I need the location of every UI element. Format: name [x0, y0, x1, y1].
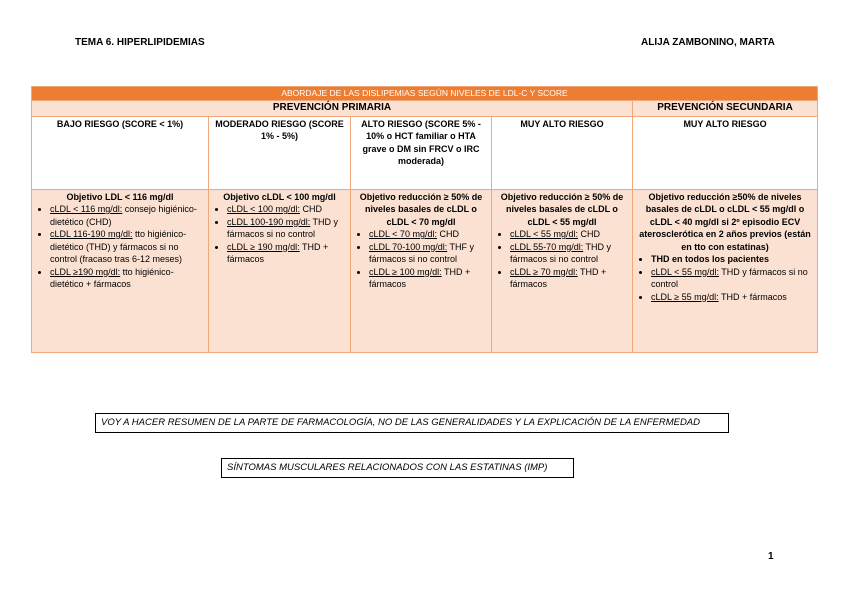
- recommendation-list: [354, 228, 488, 291]
- recommendation-list: [636, 253, 814, 303]
- list-item: [50, 228, 205, 266]
- treatment-text: CHD: [436, 229, 459, 239]
- document-header-author: [641, 37, 775, 48]
- ldl-range: cLDL 70-100 mg/dl:: [369, 241, 448, 252]
- note-summary-box: VOY A HACER RESUMEN DE LA PARTE DE FARMACOLOGÍA, NO DE LAS GENERALIDADES Y LA EXPLICACIÓN DE LA ENFERMEDAD: [95, 413, 729, 433]
- risk-high: ALTO RIESGO (SCORE 5% - 10% o HCT familiar o HTA grave o DM sin FRCV o IRC moderada): [351, 116, 492, 189]
- objective-text: Objetivo reducción ≥ 50% de niveles basales de cLDL o cLDL < 55 mg/dl: [500, 191, 624, 227]
- recommendation-cell: [492, 189, 633, 352]
- list-item: [369, 266, 488, 291]
- treatment-text: THD + fármacos: [227, 241, 329, 264]
- treatment-text: THD y fármacos si no control: [510, 241, 612, 264]
- recommendation-cell: [209, 189, 351, 352]
- objective-text: Objetivo reducción ≥ 50% de niveles basales de cLDL o cLDL < 70 mg/dl: [359, 191, 483, 227]
- recommendation-cell: [351, 189, 492, 352]
- recommendation-cell: [633, 189, 818, 352]
- ldl-range: cLDL < 70 mg/dl:: [369, 229, 437, 239]
- ldl-range: cLDL 55-70 mg/dl:: [510, 241, 584, 252]
- risk-low: BAJO RIESGO (SCORE < 1%): [32, 116, 209, 189]
- treatment-text: THD y fármacos si no control: [651, 266, 808, 289]
- list-item: [227, 203, 347, 216]
- recommendation-list: [212, 203, 347, 266]
- ldl-range: cLDL ≥ 190 mg/dl:: [227, 241, 300, 252]
- list-item: [369, 228, 488, 241]
- treatment-text: CHD: [299, 204, 322, 214]
- treatment-text: THD + fármacos: [369, 266, 471, 289]
- table-title-row: [32, 87, 818, 101]
- ldl-range: cLDL 116-190 mg/dl:: [50, 229, 133, 239]
- dyslipidemia-table: [31, 86, 818, 353]
- list-item: [651, 253, 814, 266]
- treatment-text: consejo higiénico-dietético (CHD): [50, 204, 197, 227]
- treatment-text: THD + fármacos: [510, 266, 607, 289]
- list-item: [651, 291, 814, 304]
- list-item: [227, 216, 347, 241]
- list-item: [50, 203, 205, 228]
- list-item: [510, 228, 629, 241]
- treatment-text: THD y fármacos si no control: [227, 216, 339, 239]
- recommendation-list: [495, 228, 629, 291]
- secondary-prevention-header: PREVENCIÓN SECUNDARIA: [633, 101, 818, 117]
- document-header-topic: TEMA 6. HIPERLIPIDEMIAS: [75, 37, 205, 48]
- treatment-text: THD + fármacos: [718, 291, 787, 302]
- prevention-row: [32, 101, 818, 117]
- risk-very-high-secondary: MUY ALTO RIESGO: [633, 116, 818, 189]
- ldl-range: cLDL < 55 mg/dl:: [651, 266, 719, 277]
- page-number: 1: [768, 551, 774, 562]
- treatment-text: CHD: [577, 229, 600, 239]
- list-item: [50, 266, 205, 291]
- treatment-text: tto higiénico- dietético + fármacos: [50, 266, 174, 289]
- primary-prevention-header: PREVENCIÓN PRIMARIA: [32, 101, 633, 117]
- author-name: ALIJA ZAMBONINO, MARTA: [641, 37, 775, 48]
- recommendation-list: [35, 203, 205, 291]
- recommendation-cell: [32, 189, 209, 352]
- treatment-text: THF y fármacos si no control: [369, 241, 475, 264]
- ldl-range: cLDL < 55 mg/dl:: [510, 229, 578, 239]
- list-item: [510, 266, 629, 291]
- list-item: [369, 241, 488, 266]
- list-item: [651, 266, 814, 291]
- ldl-range: cLDL ≥ 55 mg/dl:: [651, 291, 719, 302]
- ldl-range: cLDL ≥ 100 mg/dl:: [369, 266, 442, 277]
- list-item: [227, 241, 347, 266]
- ldl-range: cLDL ≥190 mg/dl:: [50, 266, 121, 277]
- risk-level-row: [32, 116, 818, 189]
- risk-moderate: MODERADO RIESGO (SCORE 1% - 5%): [209, 116, 351, 189]
- objective-text: Objetivo reducción ≥50% de niveles basales de cLDL o cLDL < 55 mg/dl o cLDL < 40 mg/dl si 2º episodio ECV aterosclerótica en 2 años previos (están en tto con estatinas): [639, 191, 811, 252]
- objective-text: Objetivo cLDL < 100 mg/dl: [223, 191, 336, 202]
- risk-very-high-primary: MUY ALTO RIESGO: [492, 116, 633, 189]
- ldl-range: cLDL < 100 mg/dl:: [227, 204, 300, 214]
- ldl-range: cLDL < 116 mg/dl:: [50, 204, 123, 214]
- ldl-range: cLDL ≥ 70 mg/dl:: [510, 266, 578, 277]
- table-title: ABORDAJE DE LAS DISLIPEMIAS SEGÚN NIVELES DE LDL-C Y SCORE: [32, 87, 818, 101]
- note-statin-symptoms-box: SÍNTOMAS MUSCULARES RELACIONADOS CON LAS ESTATINAS (IMP): [221, 458, 574, 478]
- treatment-text: tto higiénico-dietético (THD) y fármacos si no control (fracaso tras 6-12 meses): [50, 229, 187, 264]
- recommendations-row: [32, 189, 818, 352]
- list-item: [510, 241, 629, 266]
- bold-text: THD en todos los pacientes: [651, 254, 770, 264]
- ldl-range: cLDL 100-190 mg/dl:: [227, 216, 311, 227]
- objective-text: Objetivo LDL < 116 mg/dl: [66, 191, 174, 202]
